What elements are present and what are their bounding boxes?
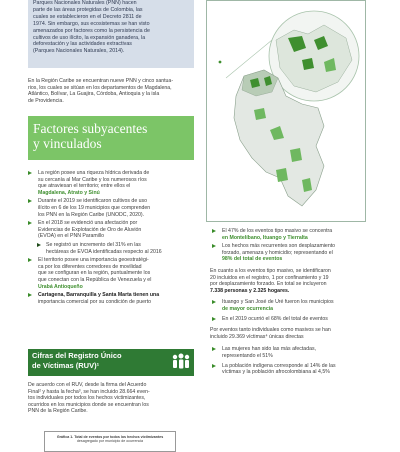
ruv-paragraph (28, 382, 196, 415)
ruv-line: ocurridos en los municipios donde se encuentran los (28, 401, 149, 408)
quote-line: 1974. Sin embargo, sus ecosistemas se han visto (33, 20, 150, 27)
chart-preview (44, 431, 176, 452)
ruv-line: De acuerdo con el RUV, desde la firma del Acuerdo (28, 382, 147, 388)
list-line: ilícito en 6 de los 19 municipios que comprenden (38, 204, 151, 211)
list-line: en Montelíbano, Ituango y Tierralta (222, 234, 308, 241)
factors-title-line: y vinculados (33, 136, 102, 151)
list-line: (EVOA) en el PNN Paramillo (38, 233, 105, 240)
quote-line: deforestación y las actividades extractivas (33, 41, 132, 48)
bullet-arrow-icon (28, 293, 32, 297)
ruv-title-line: Cifras del Registro Único (32, 351, 122, 360)
list-line: los PNN en la Región Caribe (UNODC, 2020). (38, 211, 145, 218)
list-item (38, 220, 196, 240)
factors-list (38, 170, 196, 305)
list-item (222, 346, 382, 359)
bullet-arrow-icon (37, 243, 41, 247)
bullet-arrow-icon (212, 300, 216, 304)
ruv-line: tos individuales por todos los hechos victimizantes, (28, 395, 146, 402)
list-line: ca por los diferentes corredores de movilidad (38, 263, 142, 270)
paragraph (210, 327, 382, 340)
list-line: víctimas y la población afrocolombiana al 4,5% (222, 369, 330, 376)
bullet-arrow-icon (28, 221, 32, 225)
list-line: Magdalena, Atrato y Sinú (38, 189, 100, 196)
ruv-title-line: de Víctimas (RUV)¹ (32, 360, 100, 370)
list-item (38, 257, 196, 290)
intro-line: Atlántico, Bolívar, La Guajira, Córdoba, Antioquia y la isla (28, 91, 160, 98)
quote-line: (Parques Nacionales Naturales, 2014). (33, 48, 125, 55)
list-line: Ituango y San José de Uré fueron los municipios (222, 299, 334, 306)
list-line: La región posee una riqueza hídrica derivada de (38, 170, 150, 176)
list-item (222, 299, 382, 312)
para-line: 20 incluidos en el registro, 1 por confinamiento y 19 (210, 274, 329, 281)
para-line: Por eventos tanto individuales como masivos se han (210, 327, 331, 334)
quote-line: Parques Nacionales Naturales (PNN) hacen (33, 0, 137, 6)
list-line: Cartagena, Barranquilla y Santa Marta tienen una (38, 292, 160, 299)
list-line: su cercanía al Mar Caribe y los numerosos ríos (38, 176, 147, 183)
list-line: 98% del total de eventos (222, 256, 283, 263)
para-line: incluido 29.369 víctimas⁴ únicas directas (210, 333, 304, 340)
bullet-arrow-icon (28, 258, 32, 262)
list-line: El 47% de los eventos tipo masivo se concentra (222, 228, 333, 234)
chart-caption: desagregado por municipio de ocurrencia (76, 439, 144, 444)
ruv-line: PNN de la Región Caribe. (28, 408, 88, 415)
ruv-title (32, 351, 162, 370)
para-line: 7.338 personas y 2.325 hogares. (210, 287, 290, 294)
list-line: La población indígena corresponde al 14% de las (222, 362, 336, 369)
list-item (38, 198, 196, 218)
factors-title (33, 121, 189, 151)
list-line: que se configuran en la región, puntualmente los (38, 270, 151, 277)
list-line: representando el 51% (222, 352, 273, 359)
list-line: Las mujeres han sido las más afectadas, (222, 346, 317, 353)
list-item (222, 316, 382, 323)
list-item (222, 363, 382, 376)
para-line: por desplazamiento forzado. En total se incluyeron (210, 281, 327, 288)
quote-line: cultivos de uso ilícito, la expansión ganadera, la (33, 34, 146, 41)
list-line: El territorio posee una importancia geoestratégi- (38, 257, 149, 264)
para-line: En cuanto a los eventos tipo masivo, se identificaron (210, 267, 331, 274)
list-line: En el 2018 se evidenció una afectación por (38, 220, 138, 227)
list-line: que conectan con la República de Venezuela y el (38, 276, 152, 283)
bullet-arrow-icon (28, 199, 32, 203)
colombia-map (206, 0, 366, 222)
list-line: Urabá Antioqueño (38, 283, 83, 290)
right-column (210, 228, 382, 376)
list-line: importancia comercial por su condición de puerto (38, 298, 152, 305)
quote-text (33, 0, 189, 55)
quote-line: amenazados por factores como la persistencia de (33, 27, 150, 34)
ruv-line: Final² y hasta la fecha³, se han incluido 28.664 even- (28, 388, 150, 395)
paragraph (210, 268, 382, 294)
quote-line: cuales se establecieron en el Decreto 2811 de (33, 13, 142, 20)
bullet-arrow-icon (212, 244, 216, 248)
list-line: Durante el 2019 se identificaron cultivos de uso (38, 198, 148, 205)
intro-line: rios, los cuales se sitúan en los departamentos de Magdalena, (28, 84, 172, 91)
intro-line: de Providencia. (28, 97, 64, 104)
bullet-arrow-icon (212, 347, 216, 351)
list-line: de mayor ocurrencia (222, 305, 274, 312)
quote-line: parte de las áreas protegidas de Colombia, las (33, 6, 143, 13)
list-line: forzado, amenaza y homicidio; representando el (222, 249, 333, 256)
list-item (222, 243, 382, 263)
list-line: Los hechos más recurrentes son desplazamiento (222, 243, 336, 250)
park-area (302, 58, 314, 70)
intro-line: En la Región Caribe se encuentran nueve PNN y cinco santua- (28, 78, 174, 84)
list-item (38, 170, 196, 196)
list-item (38, 292, 196, 305)
bullet-arrow-icon (212, 317, 216, 321)
bullet-arrow-icon (212, 364, 216, 368)
bullet-arrow-icon (212, 229, 216, 233)
people-icon (170, 351, 192, 373)
list-line: que atraviesan el territorio; entre ellos el (38, 183, 131, 190)
list-line: hectáreas de EVOA identificadas respecto al 2016 (46, 248, 162, 255)
list-line: Se registró un incremento del 31% en las (46, 241, 141, 248)
bullet-arrow-icon (28, 171, 32, 175)
list-line: Evidencias de Explotación de Oro de Aluvión (38, 226, 142, 233)
list-line: En el 2019 ocurrió el 68% del total de eventos (222, 315, 328, 322)
chart-caption: Gráfica 1. Total de eventos por todos los hechos victimizantes (56, 435, 164, 439)
list-item (222, 228, 382, 241)
list-subitem (46, 242, 196, 255)
intro-paragraph (28, 78, 196, 104)
factors-title-line: Factores subyacentes (33, 121, 148, 136)
